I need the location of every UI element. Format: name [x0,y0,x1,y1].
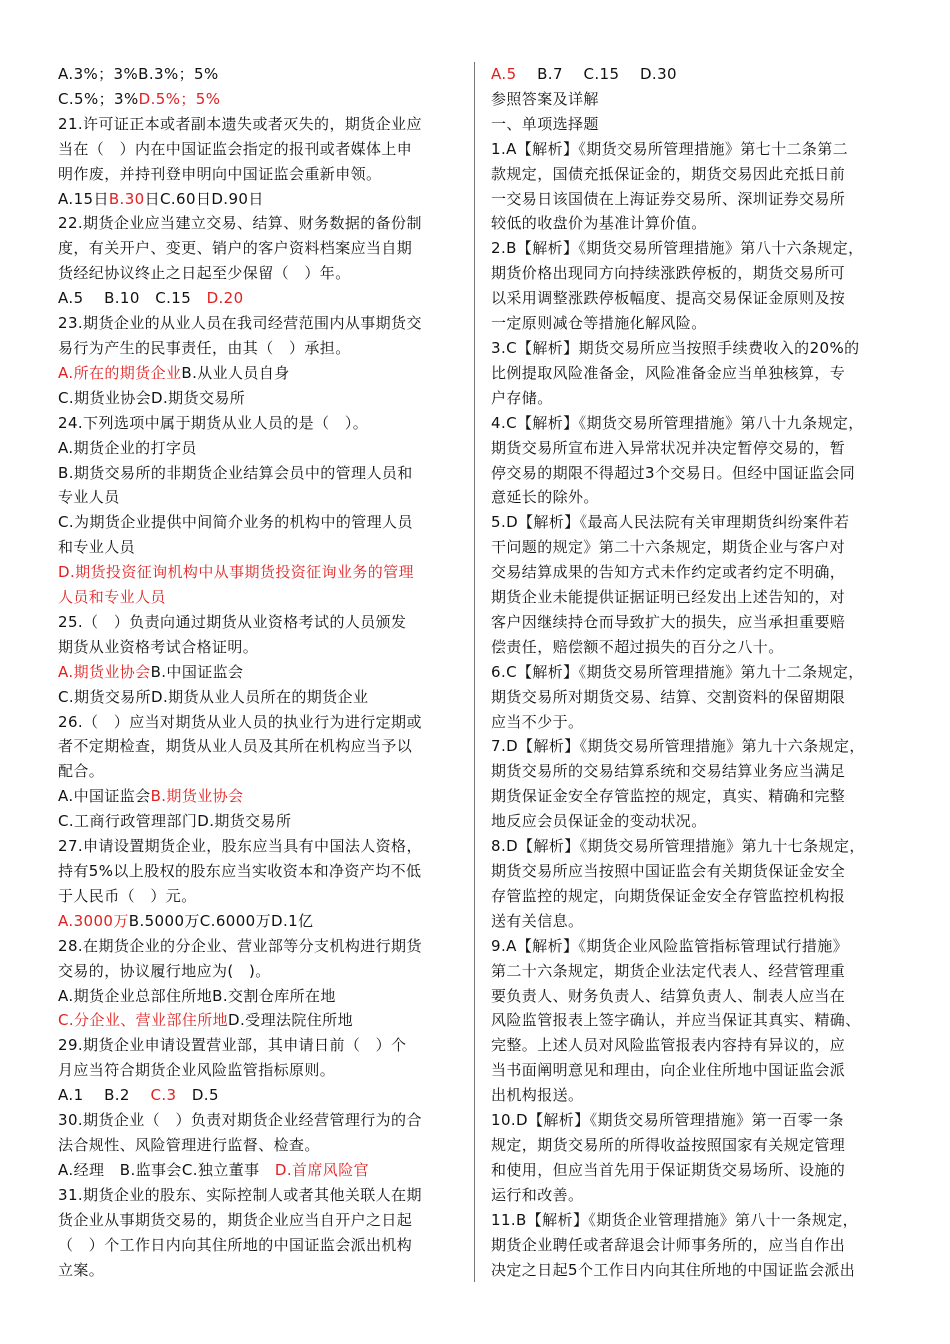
right-line [491,461,893,486]
text-segment: A.5 B.10 C.15 [58,289,207,308]
text-segment: 比例提取风险准备金，风险准备金应当单独核算，专 [491,363,846,382]
text-segment: 应当不少于。 [491,712,584,731]
text-segment: 30.期货企业（ ）负责对期货企业经营管理行为的合 [58,1111,422,1130]
right-line [491,909,893,934]
text-segment: 立案。 [58,1260,105,1279]
text-segment: 出机构报送。 [491,1086,584,1105]
highlighted-answer: C.3 [150,1086,177,1105]
left-line [58,1058,452,1083]
text-segment: A.3%；3%B.3%；5% [58,65,219,83]
right-line [491,510,893,535]
left-line [58,984,452,1009]
text-segment: 期货保证金安全存管监控的规定，真实、精确和完整 [491,787,846,806]
left-line [58,685,452,710]
right-line [491,336,893,361]
text-segment: 于人民币（ ）元。 [58,886,197,905]
left-line [58,959,452,984]
right-column [491,62,893,1282]
left-line [58,1008,452,1033]
text-segment: 11.B【解析】《期货企业管理措施》第八十一条规定， [491,1210,859,1229]
right-line [491,1058,893,1083]
text-segment: 要负责人、财务负责人、结算负责人、制表人应当在 [491,986,846,1005]
text-segment: 期货从业资格考试合格证明。 [58,637,259,656]
right-line [491,560,893,585]
text-segment: 27.申请设置期货企业，股东应当具有中国法人资格， [58,837,422,856]
text-segment: 一定原则减仓等措施化解风险。 [491,314,707,333]
text-segment: B.从业人员自身 [181,363,290,382]
left-line [58,361,452,386]
right-line [491,959,893,984]
highlighted-answer: A.期货业协会 [58,662,151,681]
text-segment: 运行和改善。 [491,1185,584,1204]
column-divider [474,62,475,1282]
text-segment: 月应当符合期货企业风险监管指标原则。 [58,1061,336,1080]
right-line [491,535,893,560]
text-segment: 货企业从事期货交易的，期货企业应当自开户之日起 [58,1210,413,1229]
left-line [58,660,452,685]
left-line [58,934,452,959]
text-segment: 停交易的期限不得超过3个交易日。但经中国证监会同 [491,463,856,482]
left-line [58,112,452,137]
right-line [491,311,893,336]
right-line [491,1033,893,1058]
text-segment: 一交易日该国债在上海证券交易所、深圳证券交易所 [491,189,846,208]
text-segment: 期货企业未能提供证据证明已经发出上述告知的，对 [491,588,846,607]
text-segment: 法合规性、风险管理进行监督、检查。 [58,1135,320,1154]
left-line [58,1258,452,1283]
right-line [491,585,893,610]
right-line [491,386,893,411]
text-segment: 4.C【解析】《期货交易所管理措施》第八十九条规定， [491,413,864,432]
right-line [491,784,893,809]
left-line [58,1133,452,1158]
right-line [491,112,893,137]
right-line [491,1183,893,1208]
right-line [491,361,893,386]
text-segment: B.中国证监会 [150,662,244,681]
right-line [491,87,893,112]
left-line [58,87,452,112]
left-line [58,610,452,635]
right-line [491,411,893,436]
text-segment: 2.B【解析】《期货交易所管理措施》第八十六条规定， [491,239,864,258]
text-segment: C.期货交易所D.期货从业人员所在的期货企业 [58,687,369,706]
left-line [58,1183,452,1208]
right-line [491,809,893,834]
left-line [58,386,452,411]
text-segment: 期货交易所应当按照中国证监会有关期货保证金安全 [491,862,846,880]
text-segment: 24.下列选项中属于期货从业人员的是（ ）。 [58,413,369,432]
right-line [491,1258,893,1283]
right-line [491,984,893,1009]
right-line [491,635,893,660]
text-segment: A.期货企业总部住所地B.交割仓库所在地 [58,986,336,1005]
text-segment: A.1 B.2 [58,1086,151,1105]
text-segment: 送有关信息。 [491,911,584,930]
left-line [58,784,452,809]
left-line [58,461,452,486]
left-line [58,834,452,859]
highlighted-answer: 人员和专业人员 [58,588,166,607]
right-line [491,261,893,286]
text-segment: 和专业人员 [58,538,136,557]
text-segment: 款规定，国债充抵保证金的，期货交易因此充抵日前 [491,164,846,183]
left-line [58,884,452,909]
highlighted-answer: D.首席风险官 [274,1160,369,1179]
left-line [58,585,452,610]
text-segment: D.受理法院住所地 [228,1011,353,1030]
right-line [491,1158,893,1183]
left-line [58,1083,452,1108]
text-segment: 期货交易所的交易结算系统和交易结算业务应当满足 [491,762,846,781]
text-segment: B.期货交易所的非期货企业结算会员中的管理人员和 [58,463,413,482]
left-line [58,336,452,361]
text-segment: 干问题的规定》第二十六条规定，期货企业与客户对 [491,538,846,557]
text-segment: 地反应会员保证金的变动状况。 [491,812,707,831]
highlighted-answer: B.期货业协会 [150,787,244,806]
right-line [491,710,893,735]
left-line [58,1033,452,1058]
text-segment: 第二十六条规定，期货企业法定代表人、经营管理重 [491,961,846,980]
left-line [58,635,452,660]
highlighted-answer: D.期货投资征询机构中从事期货投资征询业务的管理 [58,563,414,582]
right-line [491,187,893,212]
left-line [58,236,452,261]
text-segment: 28.在期货企业的分企业、营业部等分支机构进行期货 [58,936,422,955]
text-segment: 者不定期检查，期货从业人员及其所在机构应当予以 [58,737,413,756]
text-segment: 较低的收盘价为基准计算价值。 [491,214,707,233]
text-segment: 一、单项选择题 [491,114,599,133]
text-segment: 配合。 [58,762,105,781]
right-line [491,436,893,461]
left-line [58,162,452,187]
text-segment: 3.C【解析】期货交易所应当按照手续费收入的20%的 [491,338,860,357]
text-segment: 客户因继续持仓而导致扩大的损失，应当承担重要赔 [491,612,846,631]
text-segment: 31.期货企业的股东、实际控制人或者其他关联人在期 [58,1185,422,1204]
left-line [58,1208,452,1233]
text-segment: A.期货企业的打字员 [58,438,197,457]
highlighted-answer: A.5 [491,65,517,83]
left-line [58,734,452,759]
text-segment: 偿责任，赔偿额不超过损失的百分之八十。 [491,637,784,656]
text-segment: 23.期货企业的从业人员在我司经营范围内从事期货交 [58,314,422,333]
left-line [58,560,452,585]
text-segment: 21.许可证正本或者副本遗失或者灭失的，期货企业应 [58,114,422,133]
text-segment: 风险监管报表上签字确认，并应当保证其真实、精确、 [491,1011,861,1030]
text-segment: 易行为产生的民事责任，由其（ ）承担。 [58,338,351,357]
left-line [58,859,452,884]
text-segment: 决定之日起5个工作日内向其住所地的中国证监会派出 [491,1260,856,1279]
text-segment: 交易结算成果的告知方式未作约定或者约定不明确， [491,563,846,582]
right-line [491,759,893,784]
text-segment: 户存储。 [491,388,553,407]
left-column [58,62,452,1282]
left-line [58,759,452,784]
text-segment: A.中国证监会 [58,787,151,806]
left-line [58,261,452,286]
text-segment: 1.A【解析】《期货交易所管理措施》第七十二条第二 [491,139,849,158]
right-line [491,485,893,510]
text-segment: 以采用调整涨跌停板幅度、提高交易保证金原则及按 [491,289,846,308]
left-line [58,62,452,87]
text-segment: C.期货业协会D.期货交易所 [58,388,246,407]
text-segment: 交易的，协议履行地应为( )。 [58,961,271,980]
left-line [58,909,452,934]
text-segment: 货经纪协议终止之日起至少保留（ ）年。 [58,264,351,283]
text-segment: D.5 [176,1086,219,1105]
text-segment: 参照答案及详解 [491,89,599,108]
text-segment: 度，有关开户、变更、销户的客户资料档案应当自期 [58,239,413,258]
right-line [491,137,893,162]
text-segment: 存管监控的规定，向期货保证金安全存管监控机构报 [491,886,846,905]
right-line [491,685,893,710]
text-segment: 26.（ ）应当对期货从业人员的执业行为进行定期或 [58,712,422,731]
left-line [58,436,452,461]
right-line [491,734,893,759]
right-line [491,1008,893,1033]
text-segment: 持有5%以上股权的股东应当实收资本和净资产均不低 [58,862,422,880]
left-line [58,485,452,510]
left-line [58,286,452,311]
left-line [58,311,452,336]
highlighted-answer: A.3000万 [58,911,129,930]
right-line [491,236,893,261]
highlighted-answer: C.分企业、营业部住所地 [58,1011,229,1030]
right-line [491,1083,893,1108]
text-segment: 当书面阐明意见和理由，向企业住所地中国证监会派 [491,1061,846,1080]
text-segment: 29.期货企业申请设置营业部，其申请日前（ ）个 [58,1036,407,1055]
right-line [491,211,893,236]
text-segment: B.5000万C.6000万D.1亿 [128,911,314,930]
text-segment: 5.D【解析】《最高人民法院有关审理期货纠纷案件若 [491,513,850,532]
text-segment: 期货交易所宣布进入异常状况并决定暂停交易的，暂 [491,438,846,457]
text-segment: C.5%；3% [58,89,139,108]
left-line [58,1108,452,1133]
text-segment: 7.D【解析】《期货交易所管理措施》第九十六条规定， [491,737,865,756]
text-segment: C.为期货企业提供中间简介业务的机构中的管理人员 [58,513,413,532]
highlighted-answer: D.20 [206,289,244,308]
right-line [491,1208,893,1233]
right-line [491,62,893,87]
left-line [58,809,452,834]
text-segment: 22.期货企业应当建立交易、结算、财务数据的备份制 [58,214,422,233]
left-line [58,710,452,735]
text-segment: 9.A【解析】《期货企业风险监管指标管理试行措施》 [491,936,849,955]
left-line [58,510,452,535]
text-segment: 当在（ ）内在中国证监会指定的报刊或者媒体上申 [58,139,413,158]
right-line [491,884,893,909]
right-line [491,859,893,884]
text-segment: 意延长的除外。 [491,488,599,507]
left-line [58,411,452,436]
highlighted-answer: D.5%；5% [138,89,221,108]
right-line [491,1133,893,1158]
highlighted-answer: A.所在的期货企业 [58,363,182,382]
right-line [491,934,893,959]
left-line [58,1158,452,1183]
highlighted-answer: B.30 [108,189,145,208]
text-segment: 日C.60日D.90日 [144,189,264,208]
right-line [491,660,893,685]
left-line [58,137,452,162]
text-segment: B.7 C.15 D.30 [516,65,677,83]
text-segment: 10.D【解析】《期货交易所管理措施》第一百零一条 [491,1111,844,1130]
text-segment: A.15日 [58,189,109,208]
text-segment: 规定，期货交易所的所得收益按照国家有关规定管理 [491,1135,846,1154]
right-line [491,610,893,635]
right-line [491,1233,893,1258]
left-line [58,535,452,560]
left-line [58,211,452,236]
text-segment: 25.（ ）负责向通过期货从业资格考试的人员颁发 [58,612,407,631]
right-line [491,162,893,187]
right-line [491,834,893,859]
text-segment: A.经理 B.监事会C.独立董事 [58,1160,275,1179]
left-line [58,187,452,212]
right-line [491,286,893,311]
text-segment: 期货企业聘任或者辞退会计师事务所的，应当自作出 [491,1235,846,1254]
text-segment: 和使用，但应当首先用于保证期货交易场所、设施的 [491,1160,846,1179]
text-segment: 期货交易所对期货交易、结算、交割资料的保留期限 [491,687,846,706]
text-segment: 6.C【解析】《期货交易所管理措施》第九十二条规定， [491,662,864,681]
text-segment: 8.D【解析】《期货交易所管理措施》第九十七条规定， [491,837,865,856]
text-segment: （ ）个工作日内向其住所地的中国证监会派出机构 [58,1235,413,1254]
text-segment: 期货价格出现同方向持续涨跌停板的，期货交易所可 [491,264,846,283]
text-segment: C.工商行政管理部门D.期货交易所 [58,812,292,831]
right-line [491,1108,893,1133]
text-segment: 专业人员 [58,488,120,507]
text-segment: 完整。上述人员对风险监管报表内容持有异议的，应 [491,1036,846,1055]
left-line [58,1233,452,1258]
text-segment: 明作废，并持刊登申明向中国证监会重新申领。 [58,164,382,183]
